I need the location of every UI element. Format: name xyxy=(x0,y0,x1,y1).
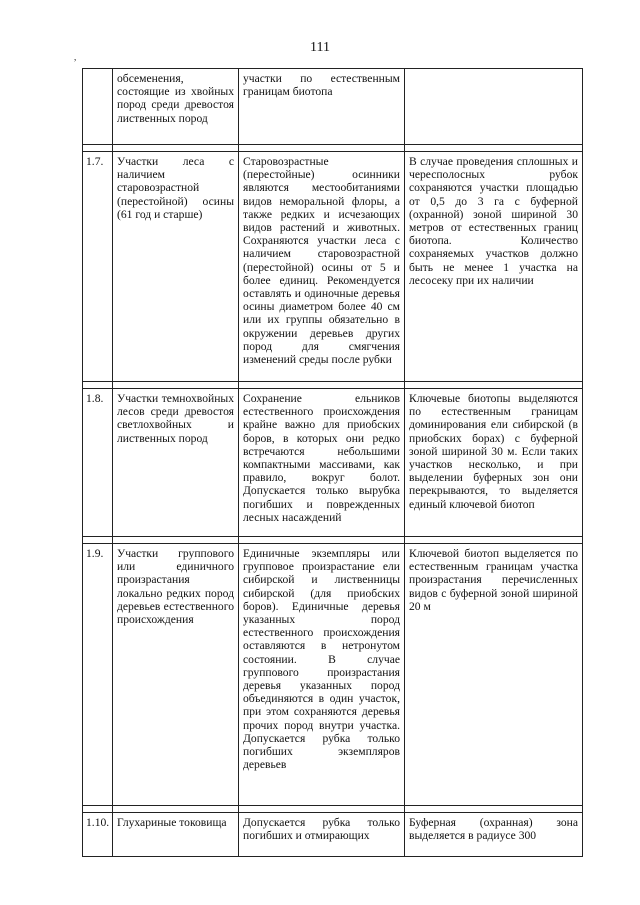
biotope-name: Участки темнохвойных лесов среди древостоя светлохвойных и лиственных пород xyxy=(113,389,239,537)
row-spacer xyxy=(83,382,583,389)
row-number xyxy=(83,69,113,145)
table-row xyxy=(83,152,583,382)
page-number: 111 xyxy=(310,40,330,55)
allocation-conditions: В случае проведения сплошных и чересполосных рубок сохраняются участки площадью от 0,5 до 3 га с буферной (охранной) зоной шириной 30 метров от естественных границ биотопа. Количество сохраняемых участков должно быть не менее 1 участка на лесосеку при их наличии xyxy=(405,152,583,382)
table-row xyxy=(83,69,583,145)
allocation-conditions xyxy=(405,69,583,145)
row-number: 1.8. xyxy=(83,389,113,537)
biotope-name: обсеменения, состоящие из хвойных пород среди древостоя лиственных пород xyxy=(113,69,239,145)
table-row xyxy=(83,813,583,857)
allocation-conditions: Буферная (охранная) зона выделяется в радиусе 300 xyxy=(405,813,583,857)
row-spacer xyxy=(83,537,583,544)
biotope-description: Допускается рубка только погибших и отмирающих xyxy=(239,813,405,857)
row-spacer xyxy=(83,806,583,813)
row-spacer xyxy=(83,145,583,152)
biotope-name: Участки леса с наличием старовозрастной (перестойной) осины (61 год и старше) xyxy=(113,152,239,382)
biotope-name: Участки группового или единичного произрастания локально редких пород деревьев естественного происхождения xyxy=(113,544,239,806)
biotope-description: Единичные экземпляры или групповое произрастание ели сибирской и лиственницы сибирской (для приобских боров). Единичные деревья указанных пород естественного происхождения оставляются в нетронутом состоянии. В случае группового произрастания деревья указанных пород объединяются в один участок, при этом сохраняются деревья прочих пород внутри участка. Допускается рубка только погибших экземпляров деревьев xyxy=(239,544,405,806)
row-number: 1.7. xyxy=(83,152,113,382)
table-row xyxy=(83,389,583,537)
biotope-description: Старовозрастные (перестойные) осинники являются местообитаниями видов неморальной флоры, а также редких и исчезающих видов растений и животных. Сохраняются участки леса с наличием старовозрастной (перестойной) осины от 5 и более единиц. Рекомендуется оставлять и одиночные деревья осины диаметром более 40 см или их группы обязательно в окружении деревьев других пород для смягчения изменений среды после рубки xyxy=(239,152,405,382)
allocation-conditions: Ключевой биотоп выделяется по естественным границам участка произрастания перечисленных видов с буферной зоной шириной 20 м xyxy=(405,544,583,806)
allocation-conditions: Ключевые биотопы выделяются по естественным границам доминирования ели сибирской (в приобских борах) с буферной зоной шириной 30 м. Если таких участков несколько, и при выделении буферных зон они перекрываются, то выделяется единый ключевой биотоп xyxy=(405,389,583,537)
document-table xyxy=(82,68,583,857)
biotope-name: Глухариные токовища xyxy=(113,813,239,857)
biotope-description: участки по естественным границам биотопа xyxy=(239,69,405,145)
stray-mark: , xyxy=(74,52,77,62)
table-row xyxy=(83,544,583,806)
row-number: 1.10. xyxy=(83,813,113,857)
biotope-description: Сохранение ельников естественного происхождения крайне важно для приобских боров, в которых они редко встречаются небольшими компактными массивами, как правило, вокруг болот. Допускается только вырубка погибших и поврежденных лесных насаждений xyxy=(239,389,405,537)
row-number: 1.9. xyxy=(83,544,113,806)
